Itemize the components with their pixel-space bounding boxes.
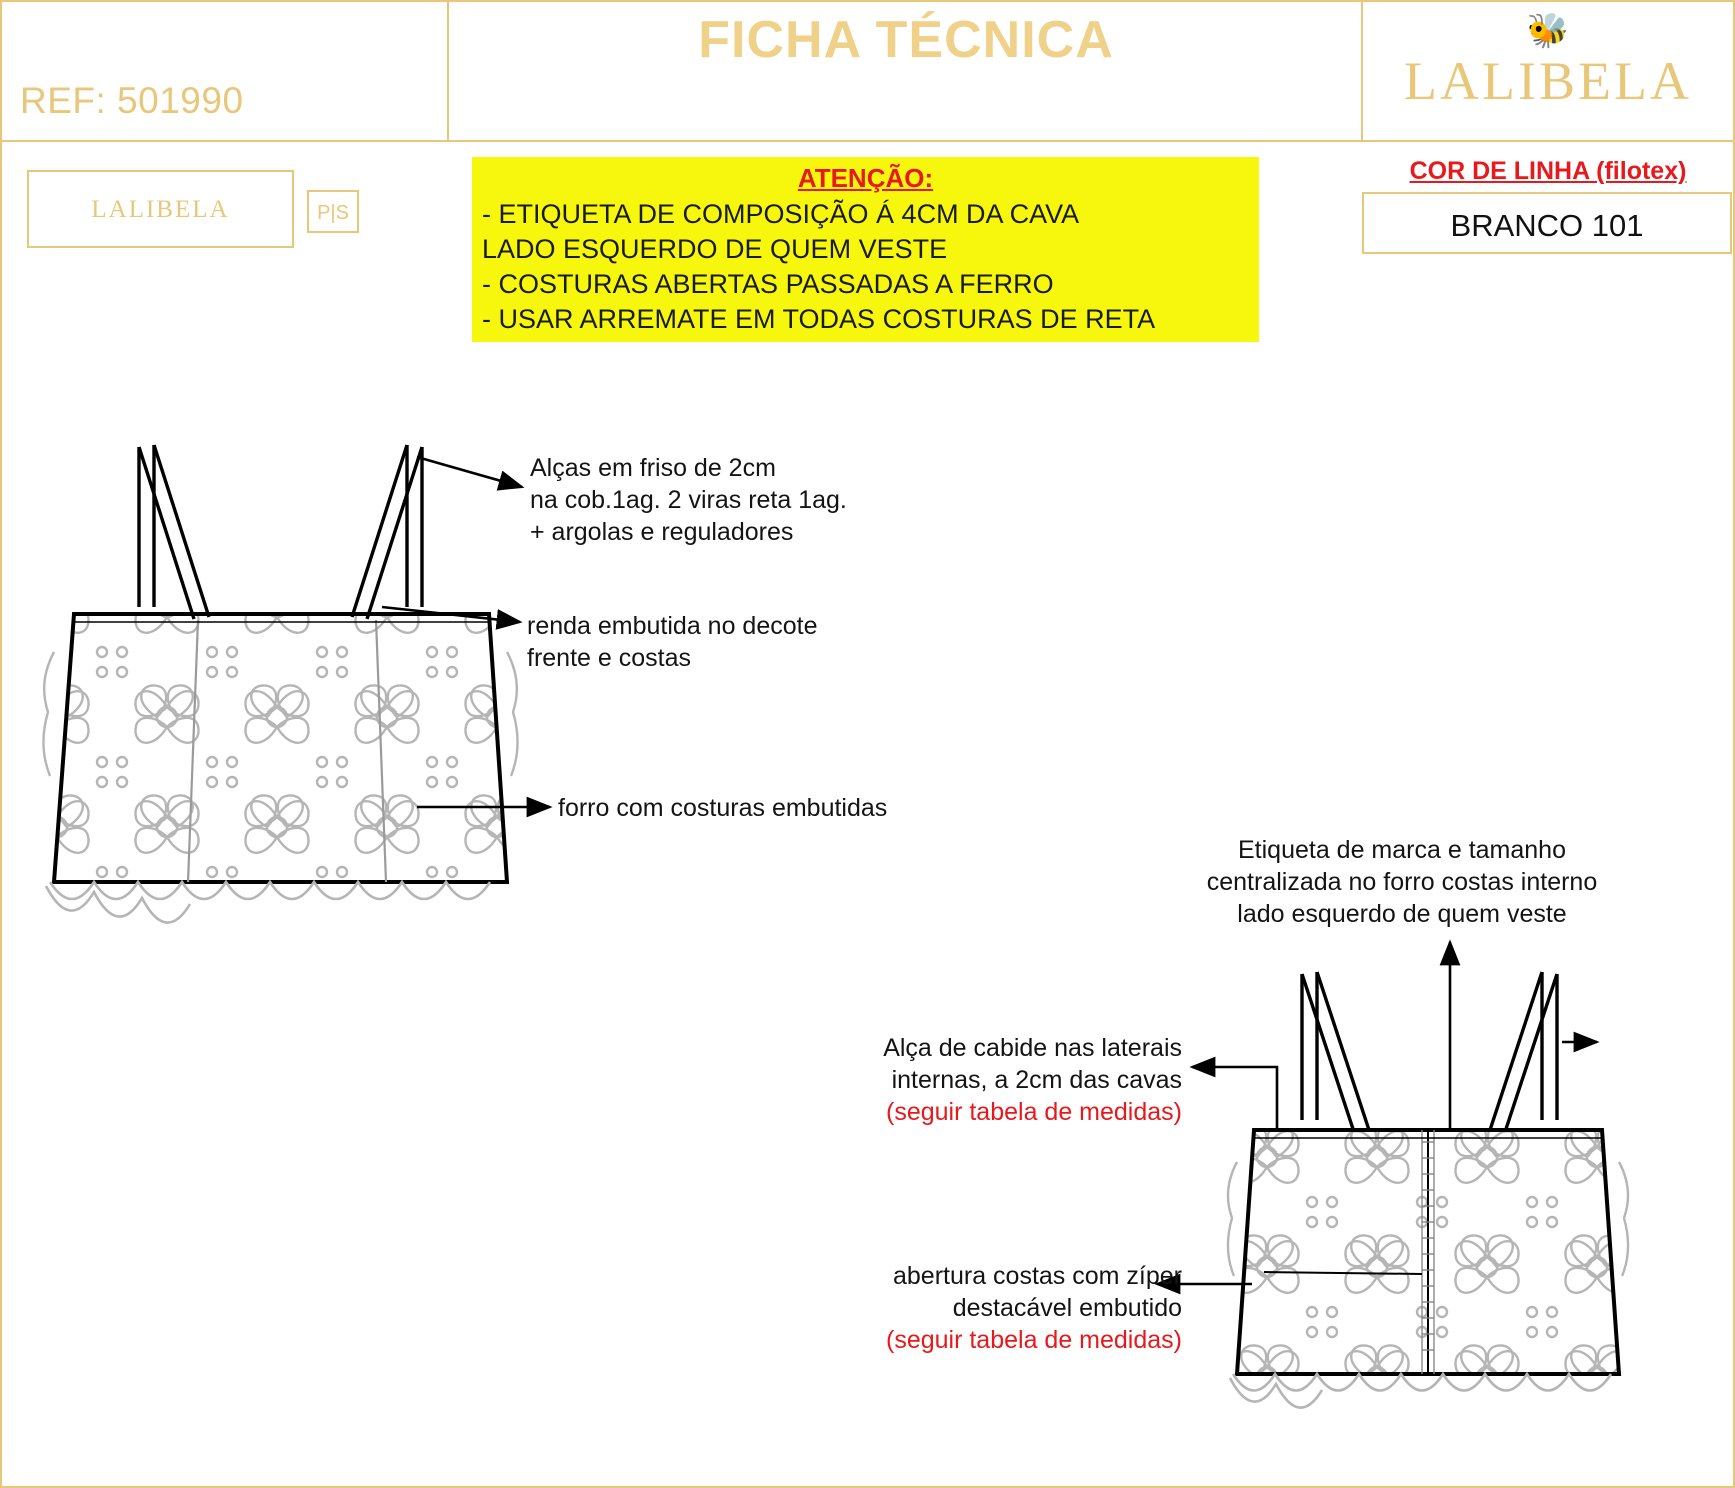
back-view-illustration [1228,972,1628,1408]
brand-name: LALIBELA [1404,51,1692,111]
thread-color-box [1362,192,1732,254]
center-back-zipper [1422,1130,1434,1374]
sample-size-label-text: P|S [317,202,349,224]
annotation-brand-tag-line-2: centralizada no forro costas interno [1206,868,1598,896]
attention-line-4: - USAR ARREMATE EM TODAS COSTURAS DE RETA [482,304,1156,334]
page-title: FICHA TÉCNICA [698,11,1114,69]
annotation-brand-tag-line-1: Etiqueta de marca e tamanho [1238,836,1566,864]
annotation-zipper-line-3: (seguir tabela de medidas) [886,1326,1182,1354]
thread-color-title: COR DE LINHA (filotex) [1409,157,1687,185]
sample-size-label-box [307,190,359,233]
annotation-lace-neckline [527,610,818,674]
attention-lines [482,197,1253,337]
title-box [451,2,1363,140]
annotation-zipper [662,1260,1182,1356]
thread-color-value: BRANCO 101 [1450,208,1644,243]
annotation-hanger-loop-line-1: Alça de cabide nas laterais [883,1034,1182,1062]
page-header [2,2,1733,142]
annotation-straps-line-1: Alças em friso de 2cm [530,454,776,482]
back-view-arrows [1157,942,1597,1284]
sample-brand-label-box [27,170,294,248]
attention-title: ATENÇÃO: [797,163,934,193]
annotation-straps-line-3: + argolas e reguladores [530,518,794,546]
annotation-hanger-loop [702,1032,1182,1128]
annotation-brand-tag [1142,834,1662,930]
front-view-illustration [43,445,517,923]
annotation-lace-neckline-line-1: renda embutida no decote [527,612,818,640]
front-view-arrows [382,457,550,807]
annotation-straps [530,452,847,548]
annotation-zipper-line-2: destacável embutido [952,1294,1182,1322]
annotation-brand-tag-line-3: lado esquerdo de quem veste [1237,900,1567,928]
reference-number: REF: 501990 [20,80,244,121]
sample-brand-label-text: LALIBELA [91,196,230,223]
annotation-hanger-loop-line-2: internas, a 2cm das cavas [891,1066,1182,1094]
annotation-lining [558,792,887,824]
annotation-hanger-loop-line-3: (seguir tabela de medidas) [886,1098,1182,1126]
reference-box [2,2,449,140]
attention-line-1: - ETIQUETA DE COMPOSIÇÃO Á 4CM DA CAVA [482,199,1080,229]
annotation-lining-line-1: forro com costuras embutidas [558,794,888,822]
annotation-zipper-line-1: abertura costas com zíper [892,1262,1182,1290]
attention-line-3: - COSTURAS ABERTAS PASSADAS A FERRO [482,269,1054,299]
attention-block [472,157,1259,342]
annotation-lace-neckline-line-2: frente e costas [527,644,691,672]
brand-box [1365,2,1731,140]
bee-icon: 🐝 [1526,12,1570,50]
annotation-straps-line-2: na cob.1ag. 2 viras reta 1ag. [530,486,847,514]
attention-line-2: LADO ESQUERDO DE QUEM VESTE [482,234,948,264]
